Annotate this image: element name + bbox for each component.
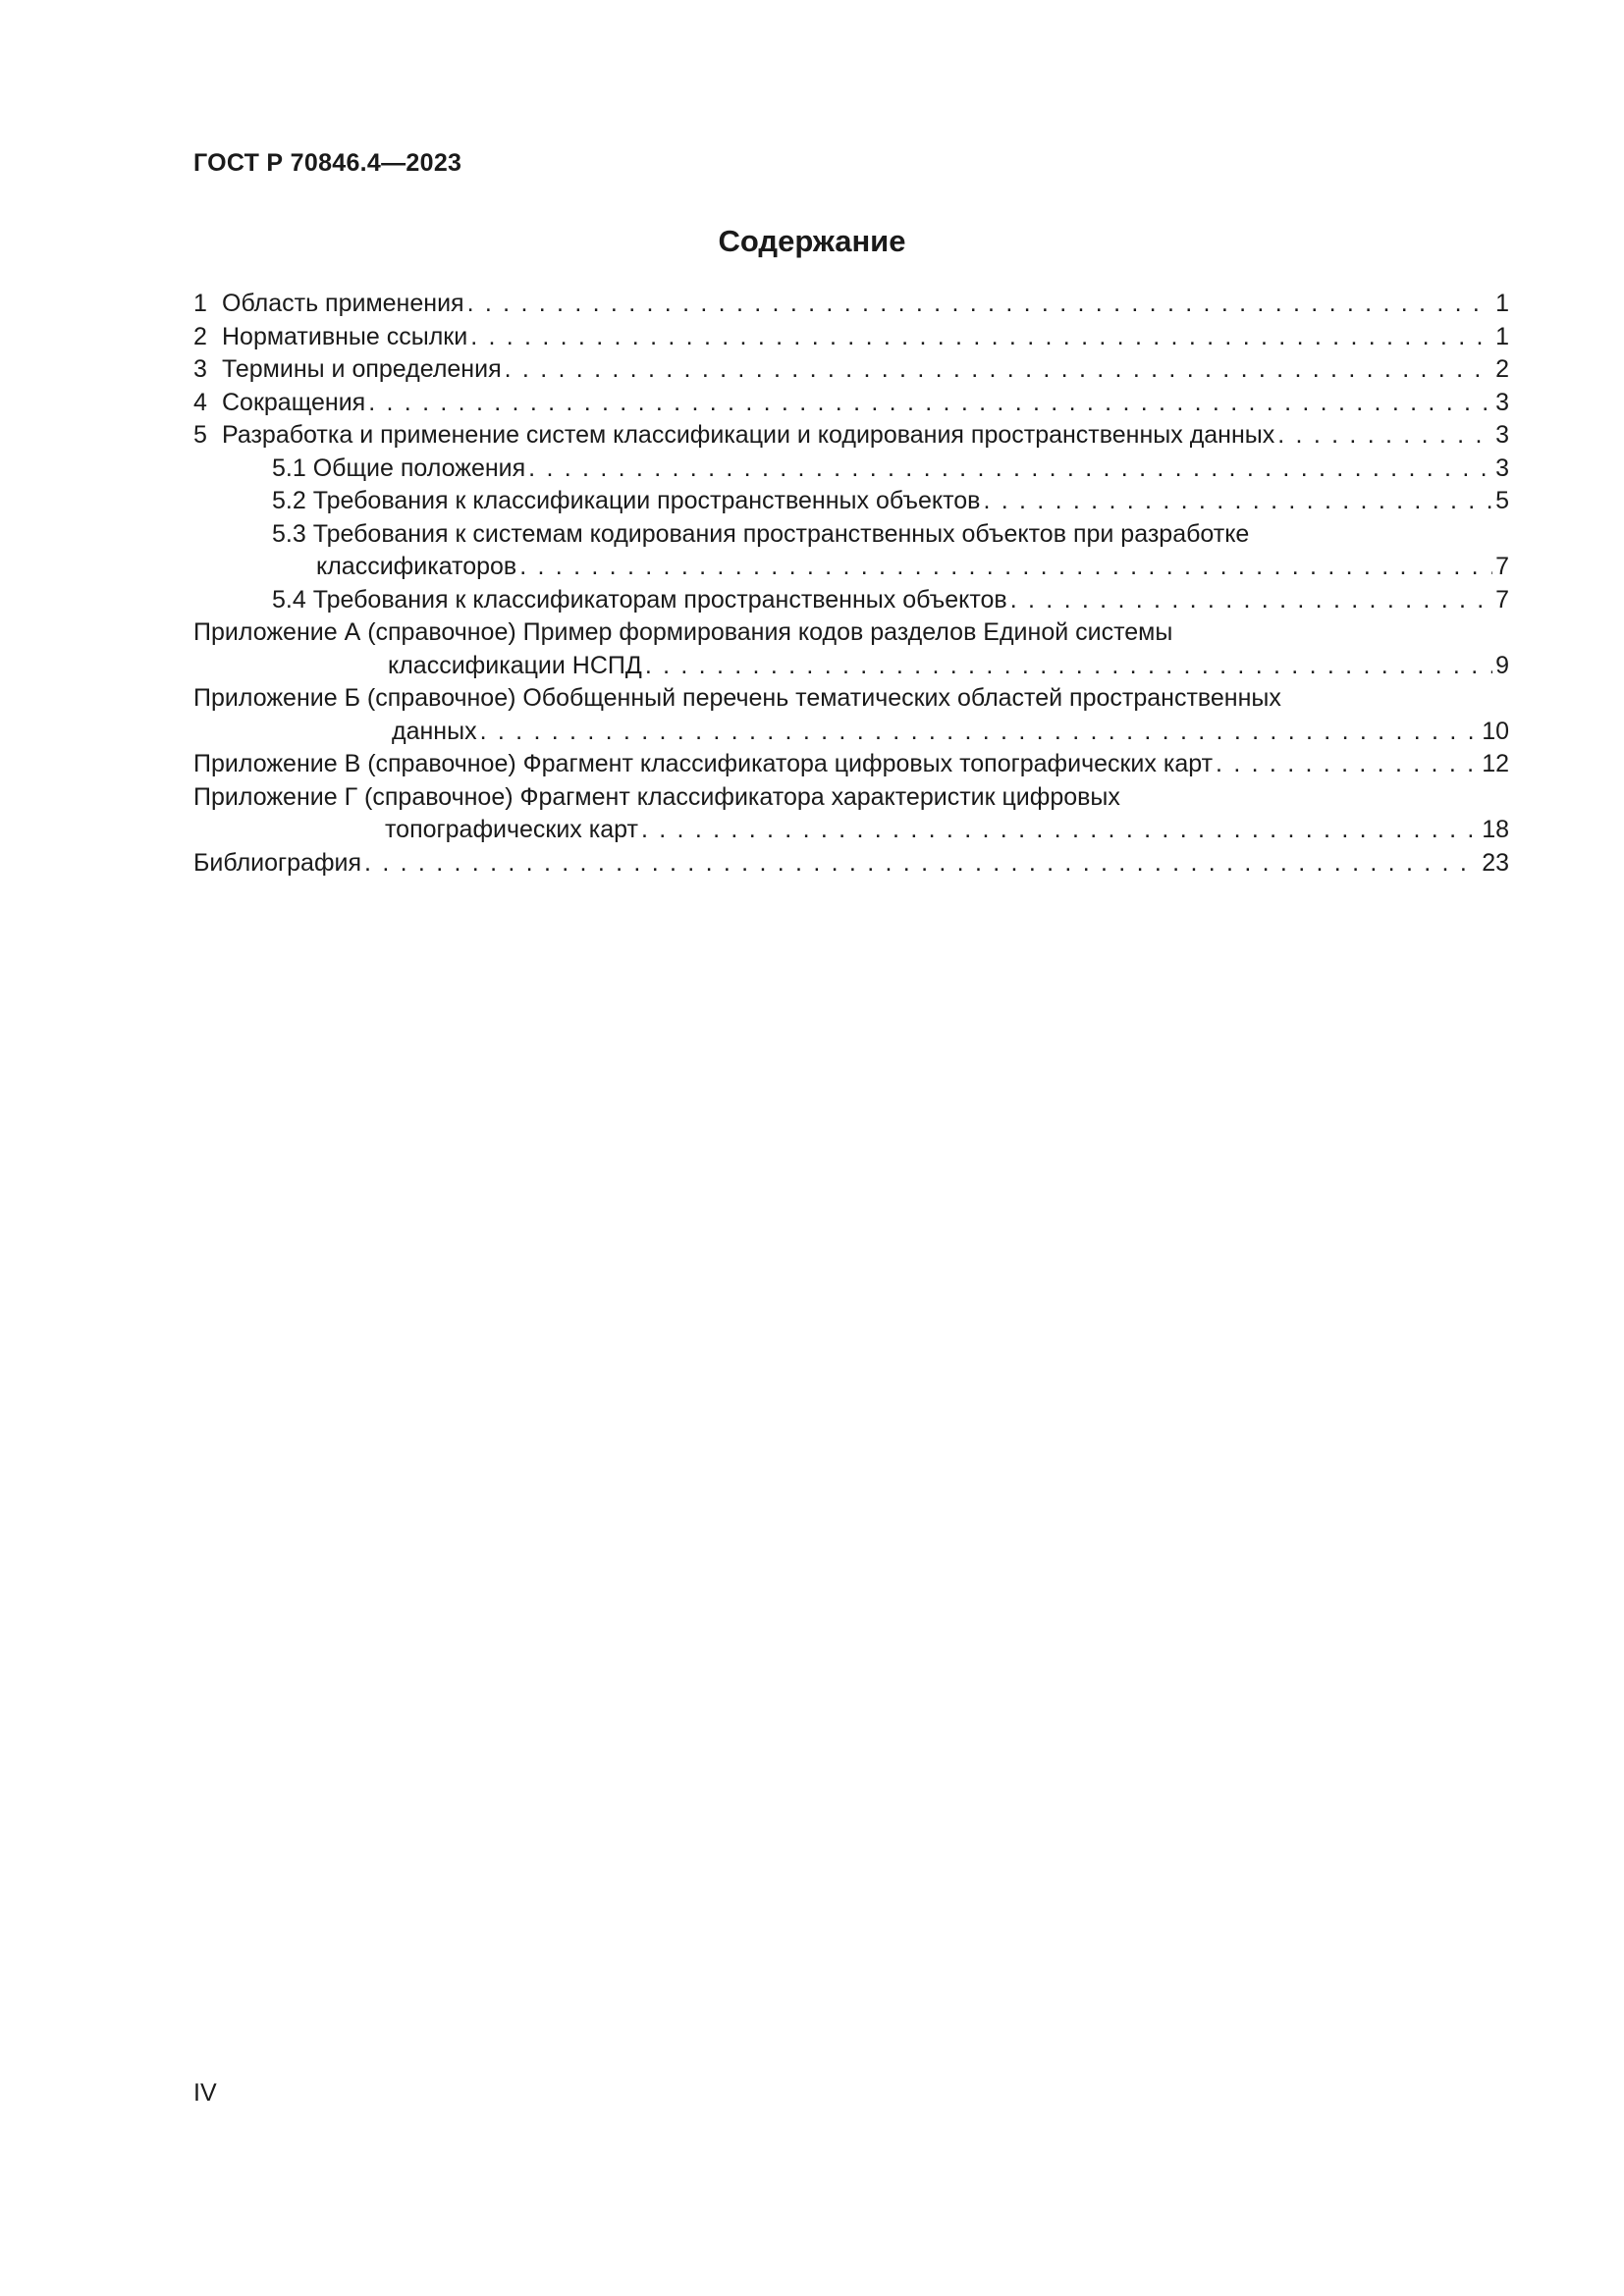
toc-page-number: 18 (1482, 816, 1509, 843)
toc-entry-title-line1: Приложение А (справочное) Пример формирования кодов разделов Единой системы (193, 618, 1173, 646)
dot-leader (364, 847, 1479, 881)
toc-entry-5-2[interactable] (193, 485, 1509, 518)
document-header: ГОСТ Р 70846.4—2023 (193, 149, 462, 177)
toc-entry-bibliography[interactable] (193, 847, 1509, 881)
toc-page-number: 12 (1482, 750, 1509, 777)
toc-entry-section-5[interactable] (193, 419, 1509, 453)
toc-entry-appendix-b[interactable] (193, 682, 1509, 748)
toc-entry-title: 5.2 Требования к классификации пространственных объектов (272, 487, 981, 514)
toc-entry-title-line1: Приложение Б (справочное) Обобщенный перечень тематических областей пространственных (193, 684, 1281, 712)
toc-page-number: 23 (1482, 848, 1509, 877)
toc-entry-5-4[interactable] (193, 584, 1509, 617)
toc-entry-title: Разработка и применение систем классификации и кодирования пространственных данных (222, 421, 1275, 449)
toc-entry-appendix-v[interactable] (193, 748, 1509, 781)
toc-entry-abbreviations[interactable] (193, 387, 1509, 420)
dot-leader (528, 453, 1492, 486)
toc-entry-title: Термины и определения (222, 355, 502, 383)
dot-leader (368, 387, 1492, 420)
dot-leader (641, 814, 1479, 847)
dot-leader (467, 288, 1493, 321)
dot-leader (1010, 584, 1492, 617)
toc-entry-terms[interactable] (193, 353, 1509, 387)
toc-entry-5-1[interactable] (193, 453, 1509, 486)
toc-entry-title: Нормативные ссылки (222, 322, 468, 350)
toc-title: Содержание (718, 224, 906, 258)
toc-entry-normative-references[interactable] (193, 321, 1509, 354)
dot-leader (1277, 419, 1492, 453)
dot-leader (1216, 748, 1479, 781)
toc-entry-title: Библиография (193, 848, 362, 877)
toc-entry-title: Область применения (222, 290, 464, 317)
toc-entry-title: 5.4 Требования к классификаторам пространственных объектов (272, 585, 1007, 614)
toc-entry-title-line1: Приложение Г (справочное) Фрагмент классификатора характеристик цифровых (193, 782, 1120, 811)
dot-leader (983, 485, 1492, 518)
toc-page-number: 3 (1495, 421, 1509, 449)
toc-entry-scope[interactable] (193, 288, 1509, 321)
toc-page-number: 1 (1495, 322, 1509, 350)
toc-page-number: 3 (1495, 454, 1509, 482)
toc-entry-number: 3 (193, 355, 207, 383)
dot-leader (519, 551, 1492, 584)
dot-leader (480, 716, 1480, 749)
toc-entry-number: 5 (193, 421, 207, 449)
toc-entry-title-line2: топографических карт (385, 816, 638, 843)
dot-leader (505, 353, 1492, 387)
toc-entry-title: Сокращения (222, 388, 366, 416)
toc-page-number: 10 (1482, 717, 1509, 745)
toc-page-number: 2 (1495, 355, 1509, 383)
toc-entry-title-line2: данных (392, 717, 477, 745)
toc-page-number: 5 (1495, 487, 1509, 514)
toc-entry-title-line2: классификации НСПД (388, 651, 642, 679)
toc-entry-title: 5.1 Общие положения (272, 454, 526, 482)
dot-leader (470, 321, 1492, 354)
toc-entry-appendix-g[interactable] (193, 781, 1509, 847)
toc-entry-title-line2: классификаторов (316, 553, 517, 580)
toc-page-number: 7 (1495, 585, 1509, 614)
toc-page-number: 3 (1495, 388, 1509, 416)
toc-entry-appendix-a[interactable] (193, 616, 1509, 682)
toc-entry-5-3[interactable] (193, 518, 1509, 584)
toc-entry-number: 4 (193, 388, 207, 416)
toc-entry-number: 2 (193, 322, 207, 350)
toc-page-number: 7 (1495, 553, 1509, 580)
toc-entry-title: Приложение В (справочное) Фрагмент классификатора цифровых топографических карт (193, 750, 1214, 777)
dot-leader (645, 650, 1492, 683)
toc-entry-title-line1: 5.3 Требования к системам кодирования пространственных объектов при разработке (272, 519, 1250, 548)
toc-page-number: 9 (1495, 651, 1509, 679)
toc-page-number: 1 (1495, 290, 1509, 317)
toc-entry-number: 1 (193, 290, 207, 317)
page-number: IV (193, 2079, 217, 2107)
table-of-contents (193, 288, 1509, 880)
